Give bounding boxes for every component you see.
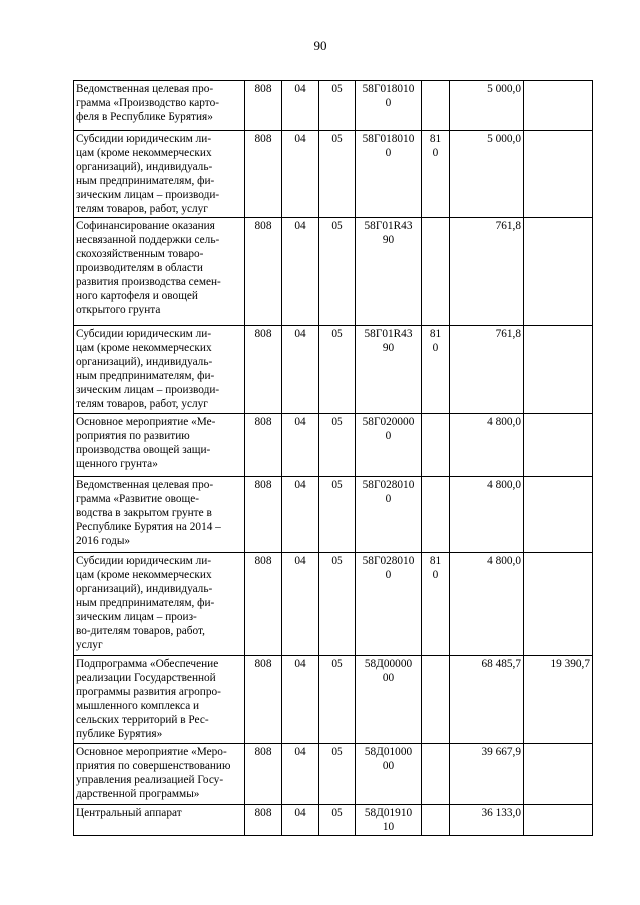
budget-table bbox=[73, 80, 593, 836]
row-csr: 58Г01R43 90 bbox=[356, 218, 422, 326]
row-sum1: 761,8 bbox=[450, 326, 524, 414]
table-row bbox=[74, 744, 593, 805]
row-vr: 81 0 bbox=[422, 326, 450, 414]
row-sum2 bbox=[524, 414, 593, 477]
row-rz: 04 bbox=[282, 744, 319, 805]
table-row bbox=[74, 81, 593, 131]
table-row bbox=[74, 656, 593, 744]
row-sum2 bbox=[524, 81, 593, 131]
row-vr bbox=[422, 656, 450, 744]
row-name: Софинансирование оказания несвязанной поддержки сель- скохозяйственным товаро- производителям в области развития производства семен- ного картофеля и овощей открытого грунта bbox=[74, 218, 245, 326]
row-rz: 04 bbox=[282, 656, 319, 744]
row-name: Субсидии юридическим ли- цам (кроме некоммерческих организаций), индивидуаль- ным предпринимателям, фи- зическим лицам – произ- во-дителям товаров, работ, услуг bbox=[74, 553, 245, 656]
row-csr: 58Г01R43 90 bbox=[356, 326, 422, 414]
row-sum1: 4 800,0 bbox=[450, 477, 524, 553]
row-sum2 bbox=[524, 553, 593, 656]
row-pr: 05 bbox=[319, 218, 356, 326]
row-csr: 58Г028010 0 bbox=[356, 553, 422, 656]
row-sum2 bbox=[524, 805, 593, 836]
row-sum1: 5 000,0 bbox=[450, 131, 524, 218]
row-sum1: 39 667,9 bbox=[450, 744, 524, 805]
row-rz: 04 bbox=[282, 553, 319, 656]
row-pr: 05 bbox=[319, 131, 356, 218]
row-rz: 04 bbox=[282, 477, 319, 553]
row-vr: 81 0 bbox=[422, 553, 450, 656]
row-sum2: 19 390,7 bbox=[524, 656, 593, 744]
row-grbs: 808 bbox=[245, 218, 282, 326]
row-sum1: 761,8 bbox=[450, 218, 524, 326]
row-grbs: 808 bbox=[245, 553, 282, 656]
row-csr: 58Г018010 0 bbox=[356, 131, 422, 218]
row-csr: 58Г018010 0 bbox=[356, 81, 422, 131]
row-vr: 81 0 bbox=[422, 131, 450, 218]
row-pr: 05 bbox=[319, 414, 356, 477]
table-row bbox=[74, 131, 593, 218]
table-row bbox=[74, 805, 593, 836]
row-rz: 04 bbox=[282, 414, 319, 477]
row-name: Субсидии юридическим ли- цам (кроме некоммерческих организаций), индивидуаль- ным предпринимателям, фи- зическим лицам – производи- телям товаров, работ, услуг bbox=[74, 326, 245, 414]
page-number: 90 bbox=[313, 38, 327, 53]
row-csr: 58Г020000 0 bbox=[356, 414, 422, 477]
row-vr bbox=[422, 81, 450, 131]
row-vr bbox=[422, 414, 450, 477]
row-vr bbox=[422, 805, 450, 836]
table-row bbox=[74, 553, 593, 656]
row-vr bbox=[422, 477, 450, 553]
row-rz: 04 bbox=[282, 805, 319, 836]
row-name: Основное мероприятие «Меро- приятия по совершенствованию управления реализацией Госу- дарственной программы» bbox=[74, 744, 245, 805]
row-pr: 05 bbox=[319, 805, 356, 836]
row-grbs: 808 bbox=[245, 744, 282, 805]
row-name: Центральный аппарат bbox=[74, 805, 245, 836]
row-name: Субсидии юридическим ли- цам (кроме некоммерческих организаций), индивидуаль- ным предпринимателям, фи- зическим лицам – производи- телям товаров, работ, услуг bbox=[74, 131, 245, 218]
table-row bbox=[74, 218, 593, 326]
table-row bbox=[74, 477, 593, 553]
row-vr bbox=[422, 218, 450, 326]
row-csr: 58Д01910 10 bbox=[356, 805, 422, 836]
row-pr: 05 bbox=[319, 553, 356, 656]
row-grbs: 808 bbox=[245, 477, 282, 553]
row-rz: 04 bbox=[282, 81, 319, 131]
row-name: Основное мероприятие «Ме- роприятия по развитию производства овощей защи- щенного грунта» bbox=[74, 414, 245, 477]
row-csr: 58Д00000 00 bbox=[356, 656, 422, 744]
row-name: Подпрограмма «Обеспечение реализации Государственной программы развития агропро- мышленного комплекса и сельских территорий в Рес- публике Бурятия» bbox=[74, 656, 245, 744]
row-vr bbox=[422, 744, 450, 805]
row-pr: 05 bbox=[319, 477, 356, 553]
row-sum1: 4 800,0 bbox=[450, 414, 524, 477]
row-name: Ведомственная целевая про- грамма «Производство карто- феля в Республике Бурятия» bbox=[74, 81, 245, 131]
row-pr: 05 bbox=[319, 656, 356, 744]
row-grbs: 808 bbox=[245, 326, 282, 414]
row-name: Ведомственная целевая про- грамма «Развитие овоще- водства в закрытом грунте в Республике Бурятия на 2014 – 2016 годы» bbox=[74, 477, 245, 553]
row-sum1: 36 133,0 bbox=[450, 805, 524, 836]
row-pr: 05 bbox=[319, 744, 356, 805]
row-sum2 bbox=[524, 218, 593, 326]
row-sum2 bbox=[524, 326, 593, 414]
row-csr: 58Д01000 00 bbox=[356, 744, 422, 805]
row-grbs: 808 bbox=[245, 805, 282, 836]
row-grbs: 808 bbox=[245, 131, 282, 218]
row-pr: 05 bbox=[319, 326, 356, 414]
row-grbs: 808 bbox=[245, 656, 282, 744]
row-rz: 04 bbox=[282, 218, 319, 326]
row-sum1: 4 800,0 bbox=[450, 553, 524, 656]
row-pr: 05 bbox=[319, 81, 356, 131]
row-sum2 bbox=[524, 477, 593, 553]
row-grbs: 808 bbox=[245, 81, 282, 131]
row-sum1: 68 485,7 bbox=[450, 656, 524, 744]
row-sum2 bbox=[524, 131, 593, 218]
row-grbs: 808 bbox=[245, 414, 282, 477]
row-rz: 04 bbox=[282, 131, 319, 218]
row-rz: 04 bbox=[282, 326, 319, 414]
row-sum1: 5 000,0 bbox=[450, 81, 524, 131]
row-sum2 bbox=[524, 744, 593, 805]
table-row bbox=[74, 414, 593, 477]
table-row bbox=[74, 326, 593, 414]
row-csr: 58Г028010 0 bbox=[356, 477, 422, 553]
